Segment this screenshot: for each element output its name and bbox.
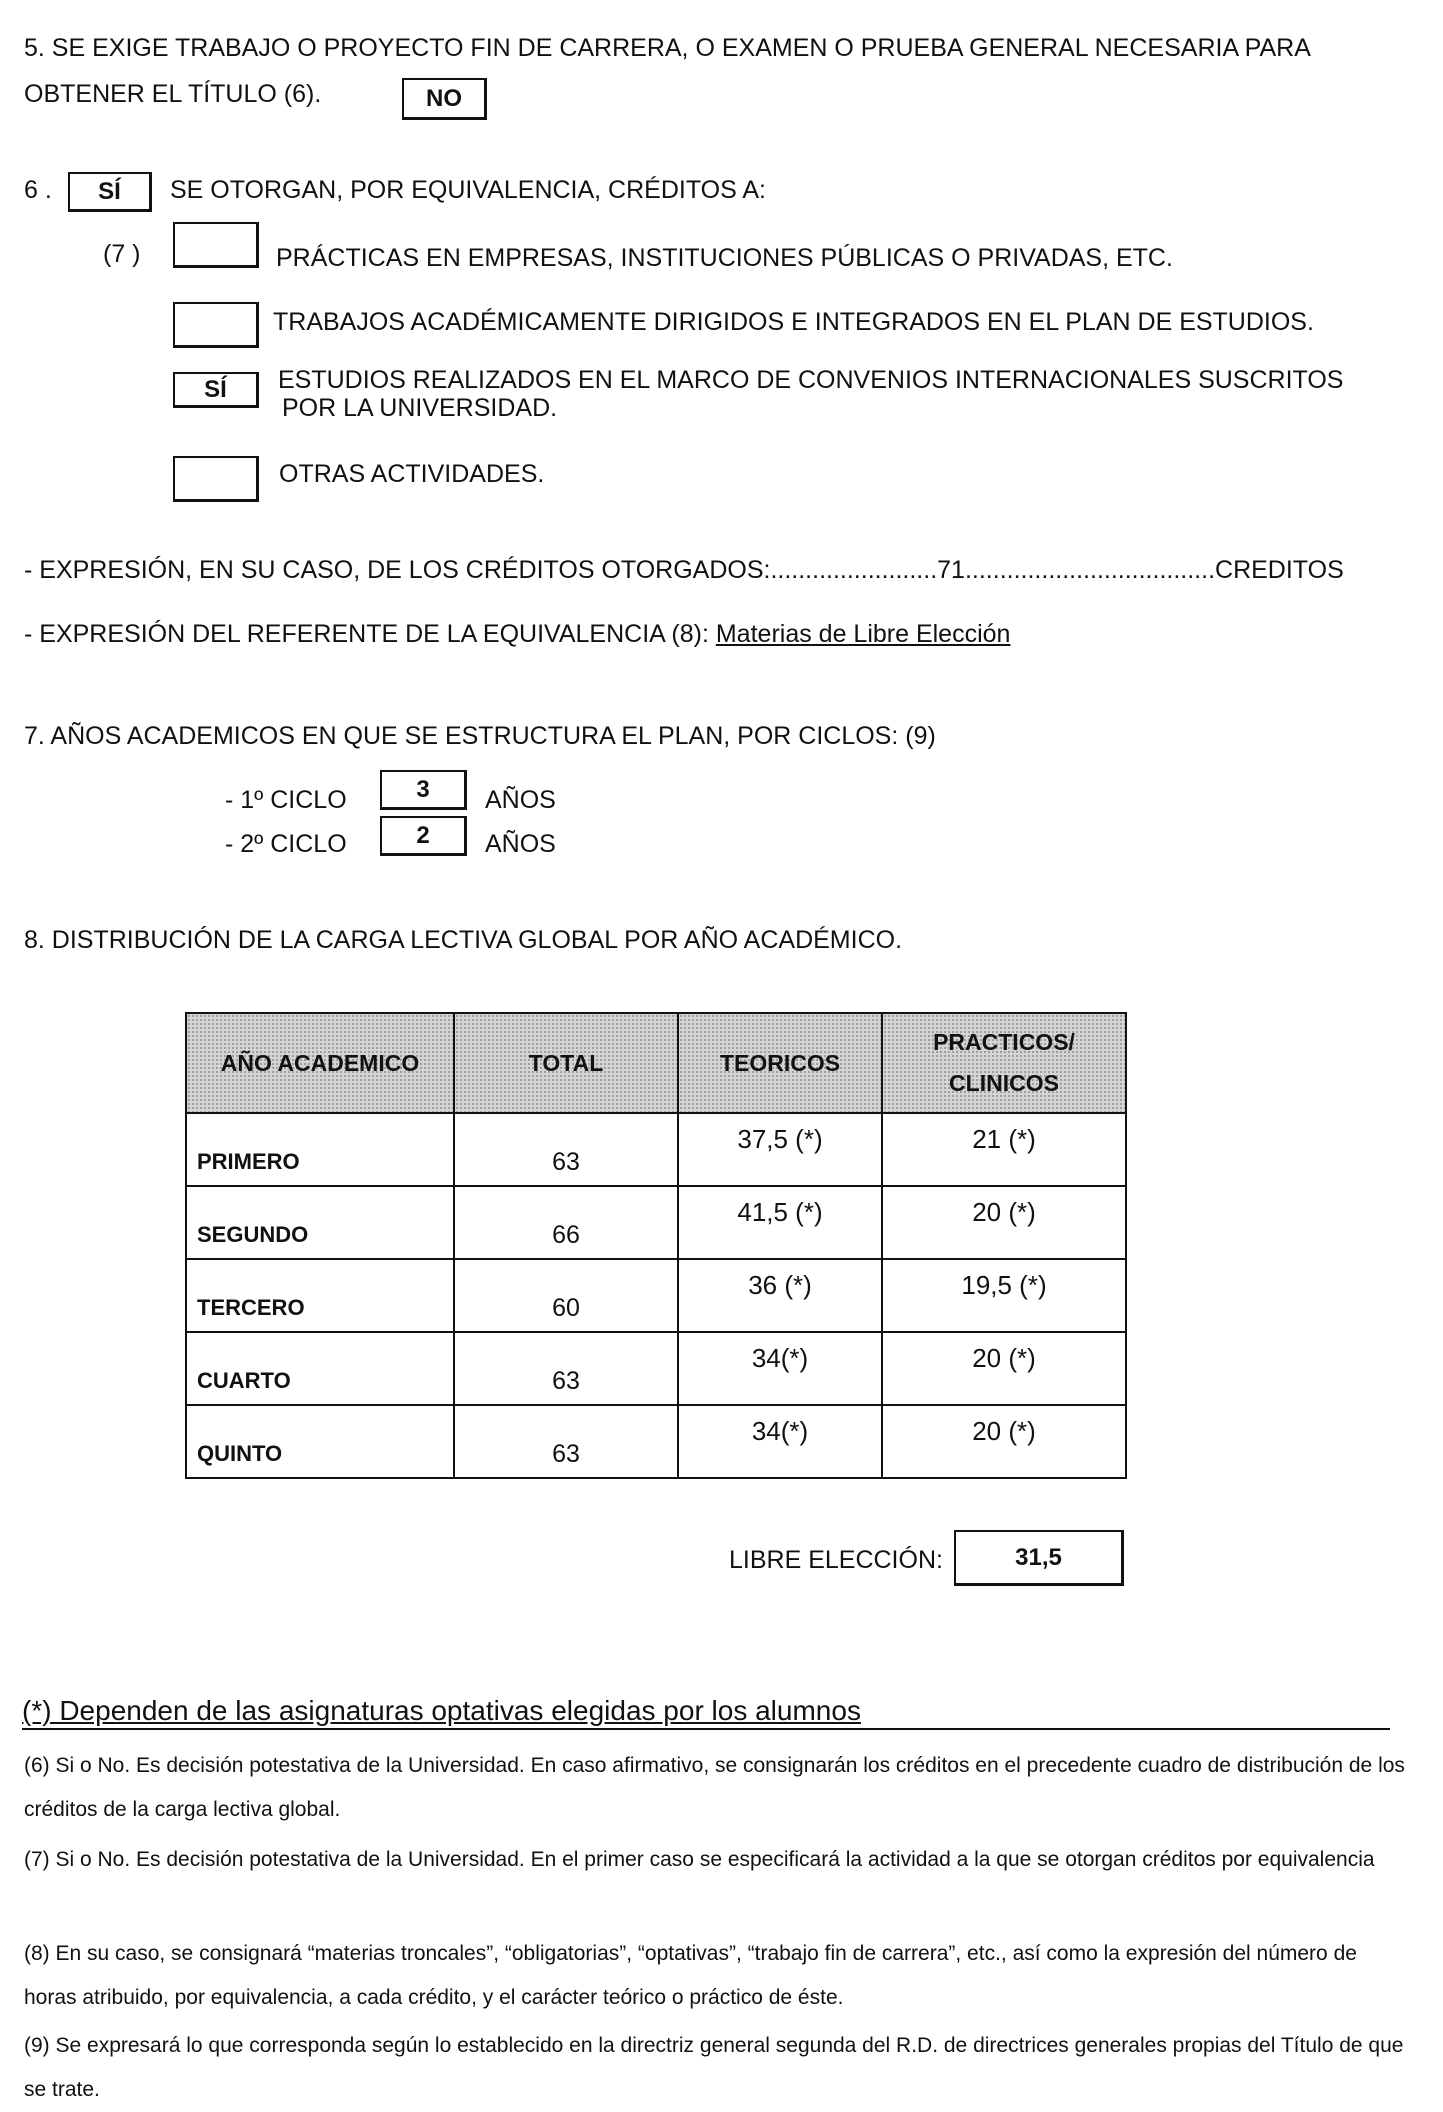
table-row [186,1332,1126,1405]
cycle-2-label: - 2º CICLO [225,830,347,858]
footnote-9: (9) Se expresará lo que corresponda según lo establecido en la directriz general segunda del R.D. de directrices generales propias del Título de que se trate. [24,2034,1404,2101]
header-total: TOTAL [454,1013,678,1113]
table-header-row [186,1013,1126,1113]
row-practice: 20 (*) [882,1405,1126,1478]
row-practice: 20 (*) [882,1332,1126,1405]
footnote-8: (8) En su caso, se consignará “materias troncales”, “obligatorias”, “optativas”, “trabajo fin de carrera”, etc., así como la expresión del número de horas atribuido, por equivalencia, a cada crédito, y el carácter teórico o práctico de éste. [24,1942,1357,2009]
cycle-2-unit: AÑOS [485,830,556,858]
equivalence-credits-box: SÍ [68,172,152,212]
row-year: PRIMERO [186,1113,454,1186]
footnote-7: (7) Si o No. Es decisión potestativa de la Universidad. En el primer caso se especificará la actividad a la que se otorgan créditos por equivalencia [24,1848,1375,1871]
cycle-1-unit: AÑOS [485,786,556,814]
table-row [186,1259,1126,1332]
row-practice: 21 (*) [882,1113,1126,1186]
option-practicas-box [173,222,259,268]
header-theory: TEORICOS [678,1013,882,1113]
academic-load-table [185,1012,1127,1479]
section-5-line-1: 5. SE EXIGE TRABAJO O PROYECTO FIN DE CARRERA, O EXAMEN O PRUEBA GENERAL NECESARIA PARA [24,34,1311,62]
row-theory: 34(*) [678,1332,882,1405]
row-year: CUARTO [186,1332,454,1405]
asterisk-footnote [22,1694,1390,1730]
thesis-required-box: NO [402,78,487,120]
table-row [186,1113,1126,1186]
section-6-heading: SE OTORGAN, POR EQUIVALENCIA, CRÉDITOS A: [170,176,766,204]
libre-eleccion-box: 31,5 [954,1530,1124,1586]
row-year: SEGUNDO [186,1186,454,1259]
section-8-heading: 8. DISTRIBUCIÓN DE LA CARGA LECTIVA GLOBAL POR AÑO ACADÉMICO. [24,926,903,954]
cycle-1-years-box: 3 [380,770,467,810]
footnote-6: (6) Si o No. Es decisión potestativa de la Universidad. En caso afirmativo, se consignarán los créditos en el precedente cuadro de distribución de los créditos de la carga lectiva global. [24,1754,1405,1821]
row-total: 63 [454,1332,678,1405]
equivalence-referent-value: Materias de Libre Elección [715,620,1011,648]
row-total: 63 [454,1405,678,1478]
option-otras-box [173,456,259,502]
table-row [186,1186,1126,1259]
row-year: TERCERO [186,1259,454,1332]
section-5-line-2: OBTENER EL TÍTULO (6). [24,80,322,108]
header-practice-line-2: CLINICOS [949,1070,1059,1096]
header-practice [882,1013,1126,1113]
row-practice: 20 (*) [882,1186,1126,1259]
table-row [186,1405,1126,1478]
row-total: 66 [454,1186,678,1259]
header-year: AÑO ACADEMICO [186,1013,454,1113]
note-7-ref: (7 ) [103,240,141,268]
row-total: 63 [454,1113,678,1186]
option-trabajos-box [173,302,259,348]
cycle-2-years-box: 2 [380,816,467,856]
option-convenios-label-2: POR LA UNIVERSIDAD. [282,394,558,422]
option-practicas-label: PRÁCTICAS EN EMPRESAS, INSTITUCIONES PÚBLICAS O PRIVADAS, ETC. [276,244,1173,272]
equivalence-referent-line [24,620,1010,649]
equivalence-referent-prefix: - EXPRESIÓN DEL REFERENTE DE LA EQUIVALENCIA (8): [24,620,709,648]
row-total: 60 [454,1259,678,1332]
row-practice: 19,5 (*) [882,1259,1126,1332]
row-theory: 37,5 (*) [678,1113,882,1186]
option-otras-label: OTRAS ACTIVIDADES. [279,460,545,488]
section-6-number: 6 . [24,176,52,204]
row-year: QUINTO [186,1405,454,1478]
header-practice-line-1: PRACTICOS/ [933,1029,1075,1055]
option-convenios-label: ESTUDIOS REALIZADOS EN EL MARCO DE CONVENIOS INTERNACIONALES SUSCRITOS [278,366,1344,394]
credits-granted-line [24,556,1344,585]
option-convenios-box: SÍ [173,372,259,408]
section-7-heading: 7. AÑOS ACADEMICOS EN QUE SE ESTRUCTURA EL PLAN, POR CICLOS: (9) [24,722,936,750]
option-trabajos-label: TRABAJOS ACADÉMICAMENTE DIRIGIDOS E INTEGRADOS EN EL PLAN DE ESTUDIOS. [273,308,1314,336]
row-theory: 34(*) [678,1405,882,1478]
credits-granted-prefix: - EXPRESIÓN, EN SU CASO, DE LOS CRÉDITOS OTORGADOS:........................ [24,556,938,584]
credits-granted-value: 71 [937,556,965,584]
asterisk-footnote-text: (*) Dependen de las asignaturas optativas elegidas por los alumnos [22,1695,861,1726]
libre-eleccion-label: LIBRE ELECCIÓN: [729,1546,943,1574]
credits-granted-suffix: ....................................CREDITOS [964,556,1344,584]
row-theory: 36 (*) [678,1259,882,1332]
cycle-1-label: - 1º CICLO [225,786,347,814]
row-theory: 41,5 (*) [678,1186,882,1259]
